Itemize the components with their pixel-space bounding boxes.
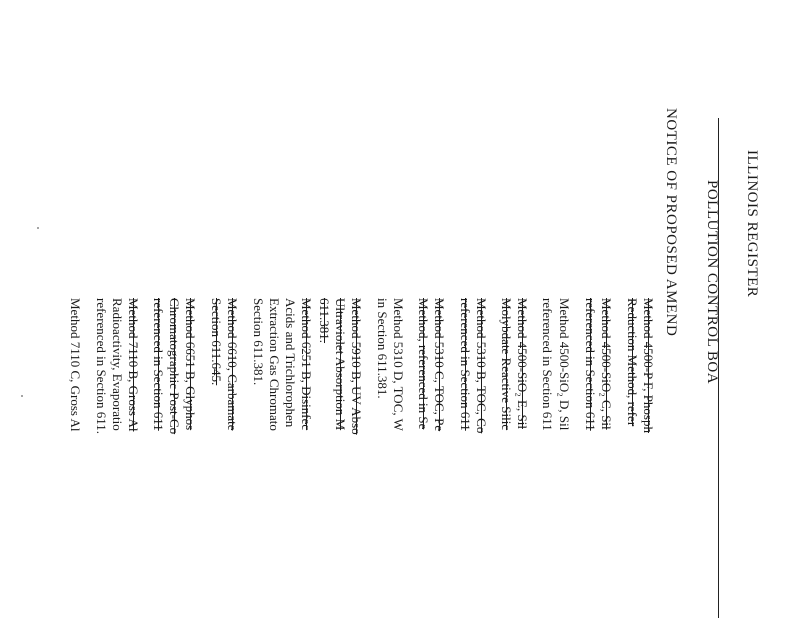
body-line: referenced in Section 611.: [94, 298, 109, 434]
body-line: referenced in Section 611: [540, 298, 555, 431]
body-line: Acids and Trichlorophen: [283, 298, 298, 428]
body-line: Molybdate Reactive Silic: [499, 298, 514, 431]
body-line: referenced in Section 611: [151, 298, 166, 431]
body-line: Extraction Gas Chromato: [267, 298, 282, 431]
body-line: Method, referenced in Se: [416, 298, 431, 430]
body-line: 611.381.: [317, 298, 332, 344]
body-line: Method 6651 B, Glyphos: [183, 298, 198, 431]
body-line: Method 5310 D, TOC, W: [391, 298, 406, 431]
body-line: Method 7110 C, Gross Al: [68, 298, 83, 432]
body-line: Radioactivity, Evaporatio: [110, 298, 125, 431]
body-line: Method 6251 B, Disinfec: [299, 298, 314, 431]
body-line: Section 611.645.: [209, 298, 224, 386]
body-line: in Section 611.381.: [375, 298, 390, 399]
body-line: Method 6610, Carbamate: [225, 298, 240, 431]
body-line: Chromatographic Post-Co: [167, 298, 182, 435]
board-title: POLLUTION CONTROL BOA: [704, 180, 720, 385]
body-line: Method 4500-SiO₂ C, Sil: [599, 298, 614, 430]
body-line: referenced in Section 611: [583, 298, 598, 431]
body-line: Method 5910 B, UV Abso: [349, 298, 364, 435]
body-line: Method 4500-SiO₂ D, Sil: [557, 298, 572, 431]
scan-speck: [37, 227, 39, 229]
body-line: Method 4500-P F, Phosph: [641, 298, 656, 433]
body-line: Method 7110 B, Gross Al: [126, 298, 141, 432]
body-line: Ultraviolet Absorption M: [333, 298, 348, 431]
body-line: referenced in Section 611: [458, 298, 473, 431]
body-line: Method 4500-SiO₂ E, Sil: [515, 298, 530, 429]
body-line: Method 5310 B, TOC, Co: [474, 298, 489, 434]
body-line: Reduction Method, refer: [625, 298, 640, 427]
register-title: ILLINOIS REGISTER: [744, 150, 760, 298]
notice-title: NOTICE OF PROPOSED AMEND: [663, 108, 679, 337]
body-line: Method 5310 C, TOC, Pe: [432, 298, 447, 432]
body-line: Section 611.381.: [251, 298, 266, 386]
scan-speck: [21, 395, 23, 397]
